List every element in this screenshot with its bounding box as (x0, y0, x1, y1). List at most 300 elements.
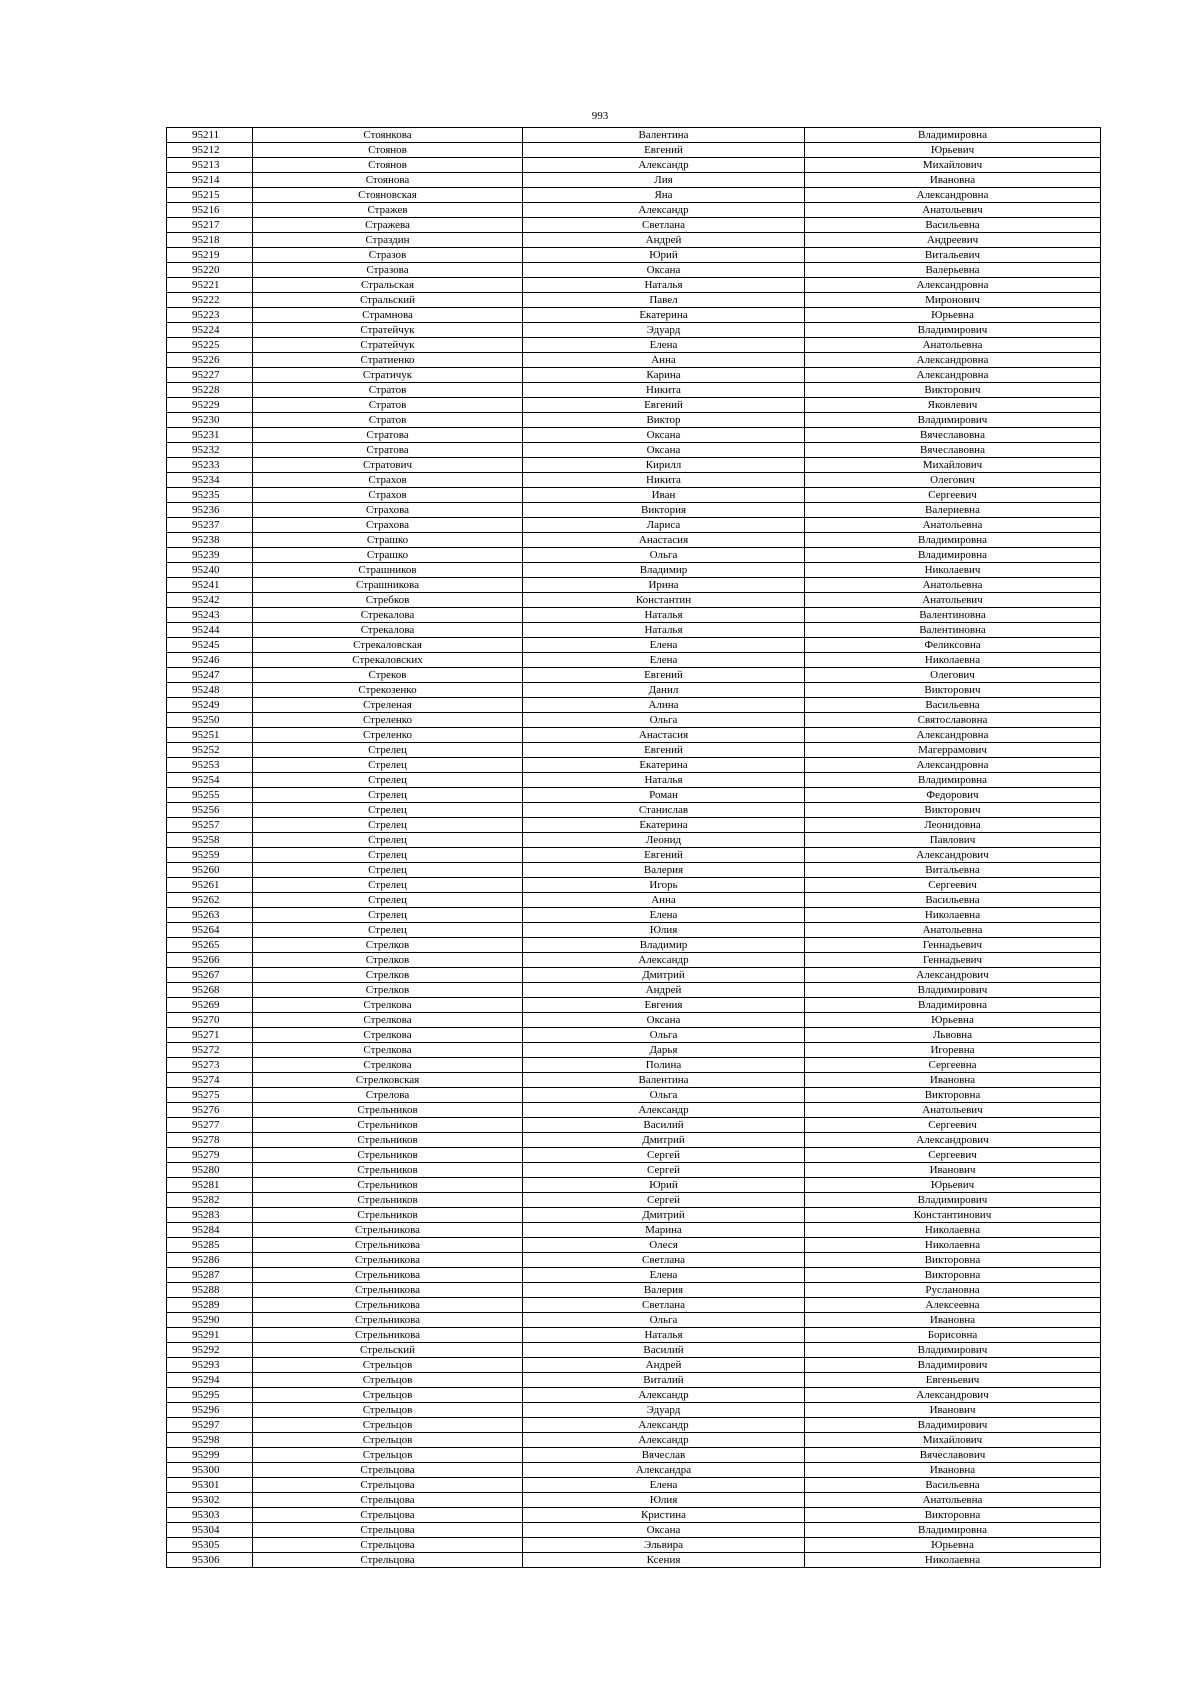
patronymic-cell: Юрьевич (805, 1178, 1101, 1193)
first-name-cell: Валерия (523, 1283, 805, 1298)
row-number-cell: 95257 (167, 818, 253, 833)
row-number-cell: 95301 (167, 1478, 253, 1493)
first-name-cell: Наталья (523, 1328, 805, 1343)
row-number-cell: 95245 (167, 638, 253, 653)
table-row (167, 653, 1101, 668)
patronymic-cell: Александрович (805, 848, 1101, 863)
table-row (167, 998, 1101, 1013)
patronymic-cell: Ивановна (805, 1463, 1101, 1478)
first-name-cell: Евгений (523, 848, 805, 863)
surname-cell: Стрельникова (253, 1253, 523, 1268)
names-table (166, 127, 1101, 1568)
surname-cell: Стратейчук (253, 323, 523, 338)
table-row (167, 683, 1101, 698)
row-number-cell: 95263 (167, 908, 253, 923)
surname-cell: Стратов (253, 413, 523, 428)
surname-cell: Страшников (253, 563, 523, 578)
patronymic-cell: Александровна (805, 728, 1101, 743)
first-name-cell: Светлана (523, 1253, 805, 1268)
row-number-cell: 95253 (167, 758, 253, 773)
surname-cell: Страздин (253, 233, 523, 248)
surname-cell: Стрелкова (253, 1013, 523, 1028)
row-number-cell: 95278 (167, 1133, 253, 1148)
row-number-cell: 95223 (167, 308, 253, 323)
first-name-cell: Александр (523, 953, 805, 968)
surname-cell: Стрелков (253, 938, 523, 953)
patronymic-cell: Анатольевна (805, 578, 1101, 593)
patronymic-cell: Викторович (805, 803, 1101, 818)
patronymic-cell: Владимирович (805, 1343, 1101, 1358)
row-number-cell: 95240 (167, 563, 253, 578)
first-name-cell: Юлия (523, 1493, 805, 1508)
row-number-cell: 95306 (167, 1553, 253, 1568)
first-name-cell: Ирина (523, 578, 805, 593)
patronymic-cell: Ивановна (805, 173, 1101, 188)
table-row (167, 593, 1101, 608)
first-name-cell: Оксана (523, 263, 805, 278)
surname-cell: Стратович (253, 458, 523, 473)
row-number-cell: 95272 (167, 1043, 253, 1058)
surname-cell: Стоянова (253, 173, 523, 188)
patronymic-cell: Михайлович (805, 458, 1101, 473)
row-number-cell: 95293 (167, 1358, 253, 1373)
table-row (167, 443, 1101, 458)
table-row (167, 1403, 1101, 1418)
patronymic-cell: Витальевич (805, 248, 1101, 263)
table-row (167, 128, 1101, 143)
row-number-cell: 95216 (167, 203, 253, 218)
row-number-cell: 95304 (167, 1523, 253, 1538)
row-number-cell: 95279 (167, 1148, 253, 1163)
table-row (167, 1358, 1101, 1373)
row-number-cell: 95298 (167, 1433, 253, 1448)
row-number-cell: 95267 (167, 968, 253, 983)
first-name-cell: Оксана (523, 428, 805, 443)
patronymic-cell: Анатольевич (805, 203, 1101, 218)
surname-cell: Стрелец (253, 788, 523, 803)
table-row (167, 353, 1101, 368)
patronymic-cell: Александрович (805, 1388, 1101, 1403)
table-row (167, 1223, 1101, 1238)
table-row (167, 623, 1101, 638)
surname-cell: Стрельцов (253, 1373, 523, 1388)
patronymic-cell: Валериевна (805, 503, 1101, 518)
row-number-cell: 95258 (167, 833, 253, 848)
row-number-cell: 95254 (167, 773, 253, 788)
surname-cell: Стрелков (253, 983, 523, 998)
first-name-cell: Яна (523, 188, 805, 203)
table-row (167, 803, 1101, 818)
patronymic-cell: Юрьевна (805, 308, 1101, 323)
table-row (167, 428, 1101, 443)
table-row (167, 1313, 1101, 1328)
patronymic-cell: Валентиновна (805, 623, 1101, 638)
first-name-cell: Карина (523, 368, 805, 383)
surname-cell: Стрельникова (253, 1238, 523, 1253)
first-name-cell: Евгений (523, 143, 805, 158)
surname-cell: Стрельцова (253, 1553, 523, 1568)
row-number-cell: 95299 (167, 1448, 253, 1463)
patronymic-cell: Владимировна (805, 773, 1101, 788)
row-number-cell: 95238 (167, 533, 253, 548)
table-row (167, 668, 1101, 683)
table-row (167, 1148, 1101, 1163)
surname-cell: Стрельникова (253, 1328, 523, 1343)
patronymic-cell: Викторовна (805, 1508, 1101, 1523)
patronymic-cell: Сергеевич (805, 1148, 1101, 1163)
table-row (167, 1178, 1101, 1193)
row-number-cell: 95235 (167, 488, 253, 503)
table-row (167, 323, 1101, 338)
table-row (167, 173, 1101, 188)
surname-cell: Стрелец (253, 818, 523, 833)
first-name-cell: Ольга (523, 1028, 805, 1043)
row-number-cell: 95297 (167, 1418, 253, 1433)
patronymic-cell: Валентиновна (805, 608, 1101, 623)
row-number-cell: 95300 (167, 1463, 253, 1478)
first-name-cell: Евгения (523, 998, 805, 1013)
first-name-cell: Александр (523, 1418, 805, 1433)
patronymic-cell: Владимировна (805, 533, 1101, 548)
first-name-cell: Владимир (523, 563, 805, 578)
surname-cell: Стреков (253, 668, 523, 683)
patronymic-cell: Анатольевич (805, 1103, 1101, 1118)
surname-cell: Стрельникова (253, 1298, 523, 1313)
patronymic-cell: Александрович (805, 968, 1101, 983)
table-row (167, 818, 1101, 833)
surname-cell: Стратов (253, 383, 523, 398)
surname-cell: Стратейчук (253, 338, 523, 353)
row-number-cell: 95302 (167, 1493, 253, 1508)
first-name-cell: Виктория (523, 503, 805, 518)
row-number-cell: 95251 (167, 728, 253, 743)
row-number-cell: 95225 (167, 338, 253, 353)
first-name-cell: Анна (523, 353, 805, 368)
table-row (167, 1088, 1101, 1103)
patronymic-cell: Владимирович (805, 1418, 1101, 1433)
row-number-cell: 95262 (167, 893, 253, 908)
first-name-cell: Алина (523, 698, 805, 713)
table-row (167, 743, 1101, 758)
first-name-cell: Евгений (523, 668, 805, 683)
first-name-cell: Наталья (523, 278, 805, 293)
patronymic-cell: Анатольевич (805, 593, 1101, 608)
table-row (167, 698, 1101, 713)
table-row (167, 968, 1101, 983)
first-name-cell: Андрей (523, 233, 805, 248)
row-number-cell: 95277 (167, 1118, 253, 1133)
patronymic-cell: Викторович (805, 683, 1101, 698)
row-number-cell: 95294 (167, 1373, 253, 1388)
table-row (167, 1268, 1101, 1283)
table-row (167, 1433, 1101, 1448)
row-number-cell: 95239 (167, 548, 253, 563)
first-name-cell: Екатерина (523, 758, 805, 773)
first-name-cell: Виталий (523, 1373, 805, 1388)
patronymic-cell: Александровна (805, 353, 1101, 368)
first-name-cell: Станислав (523, 803, 805, 818)
row-number-cell: 95265 (167, 938, 253, 953)
surname-cell: Стрельников (253, 1103, 523, 1118)
patronymic-cell: Олегович (805, 473, 1101, 488)
first-name-cell: Александра (523, 1463, 805, 1478)
surname-cell: Стреленая (253, 698, 523, 713)
row-number-cell: 95221 (167, 278, 253, 293)
table-row (167, 1538, 1101, 1553)
row-number-cell: 95219 (167, 248, 253, 263)
first-name-cell: Елена (523, 338, 805, 353)
table-row (167, 1508, 1101, 1523)
first-name-cell: Светлана (523, 1298, 805, 1313)
patronymic-cell: Николаевич (805, 563, 1101, 578)
patronymic-cell: Сергеевич (805, 488, 1101, 503)
row-number-cell: 95268 (167, 983, 253, 998)
row-number-cell: 95222 (167, 293, 253, 308)
table-row (167, 1448, 1101, 1463)
surname-cell: Стрельцов (253, 1388, 523, 1403)
table-row (167, 758, 1101, 773)
table-row (167, 1163, 1101, 1178)
table-row (167, 1298, 1101, 1313)
patronymic-cell: Владимировна (805, 128, 1101, 143)
first-name-cell: Владимир (523, 938, 805, 953)
first-name-cell: Сергей (523, 1148, 805, 1163)
table-row (167, 158, 1101, 173)
table-row (167, 908, 1101, 923)
patronymic-cell: Яковлевич (805, 398, 1101, 413)
first-name-cell: Оксана (523, 1523, 805, 1538)
row-number-cell: 95218 (167, 233, 253, 248)
patronymic-cell: Сергеевич (805, 878, 1101, 893)
first-name-cell: Александр (523, 158, 805, 173)
table-row (167, 563, 1101, 578)
patronymic-cell: Сергеевич (805, 1118, 1101, 1133)
surname-cell: Стрелкова (253, 1058, 523, 1073)
surname-cell: Стрелец (253, 848, 523, 863)
first-name-cell: Елена (523, 1268, 805, 1283)
patronymic-cell: Олегович (805, 668, 1101, 683)
row-number-cell: 95250 (167, 713, 253, 728)
first-name-cell: Александр (523, 1433, 805, 1448)
row-number-cell: 95274 (167, 1073, 253, 1088)
row-number-cell: 95282 (167, 1193, 253, 1208)
first-name-cell: Андрей (523, 1358, 805, 1373)
row-number-cell: 95215 (167, 188, 253, 203)
first-name-cell: Юрий (523, 248, 805, 263)
table-row (167, 1238, 1101, 1253)
row-number-cell: 95226 (167, 353, 253, 368)
patronymic-cell: Васильевна (805, 1478, 1101, 1493)
table-row (167, 638, 1101, 653)
table-row (167, 1418, 1101, 1433)
surname-cell: Стрельников (253, 1163, 523, 1178)
first-name-cell: Андрей (523, 983, 805, 998)
first-name-cell: Эльвира (523, 1538, 805, 1553)
surname-cell: Стрельцова (253, 1478, 523, 1493)
first-name-cell: Ольга (523, 1088, 805, 1103)
table-row (167, 848, 1101, 863)
first-name-cell: Вячеслав (523, 1448, 805, 1463)
first-name-cell: Ольга (523, 1313, 805, 1328)
patronymic-cell: Александровна (805, 188, 1101, 203)
first-name-cell: Лариса (523, 518, 805, 533)
surname-cell: Стрелец (253, 773, 523, 788)
patronymic-cell: Владимирович (805, 413, 1101, 428)
table-row (167, 143, 1101, 158)
table-row (167, 713, 1101, 728)
surname-cell: Стрельникова (253, 1268, 523, 1283)
row-number-cell: 95273 (167, 1058, 253, 1073)
table-row (167, 938, 1101, 953)
surname-cell: Стрекалова (253, 608, 523, 623)
surname-cell: Стратова (253, 443, 523, 458)
table-row (167, 608, 1101, 623)
first-name-cell: Ольга (523, 713, 805, 728)
surname-cell: Стрельцов (253, 1418, 523, 1433)
first-name-cell: Никита (523, 383, 805, 398)
first-name-cell: Елена (523, 1478, 805, 1493)
surname-cell: Стрельцов (253, 1403, 523, 1418)
first-name-cell: Ксения (523, 1553, 805, 1568)
first-name-cell: Елена (523, 908, 805, 923)
row-number-cell: 95242 (167, 593, 253, 608)
surname-cell: Стразов (253, 248, 523, 263)
surname-cell: Стреленко (253, 713, 523, 728)
patronymic-cell: Борисовна (805, 1328, 1101, 1343)
first-name-cell: Анастасия (523, 533, 805, 548)
surname-cell: Стрелкова (253, 1043, 523, 1058)
surname-cell: Стреленко (253, 728, 523, 743)
surname-cell: Стрекалова (253, 623, 523, 638)
row-number-cell: 95286 (167, 1253, 253, 1268)
row-number-cell: 95269 (167, 998, 253, 1013)
row-number-cell: 95255 (167, 788, 253, 803)
patronymic-cell: Александровна (805, 758, 1101, 773)
surname-cell: Страхова (253, 503, 523, 518)
patronymic-cell: Владимирович (805, 1193, 1101, 1208)
surname-cell: Стрельцов (253, 1358, 523, 1373)
patronymic-cell: Михайлович (805, 158, 1101, 173)
table-row (167, 278, 1101, 293)
first-name-cell: Олеся (523, 1238, 805, 1253)
patronymic-cell: Руслановна (805, 1283, 1101, 1298)
surname-cell: Стрельникова (253, 1223, 523, 1238)
surname-cell: Стоянов (253, 143, 523, 158)
surname-cell: Стрекаловских (253, 653, 523, 668)
table-row (167, 1523, 1101, 1538)
surname-cell: Стразова (253, 263, 523, 278)
first-name-cell: Ольга (523, 548, 805, 563)
first-name-cell: Василий (523, 1118, 805, 1133)
row-number-cell: 95276 (167, 1103, 253, 1118)
row-number-cell: 95292 (167, 1343, 253, 1358)
table-row (167, 1133, 1101, 1148)
patronymic-cell: Феликсовна (805, 638, 1101, 653)
row-number-cell: 95305 (167, 1538, 253, 1553)
table-row (167, 1373, 1101, 1388)
table-row (167, 728, 1101, 743)
table-row (167, 983, 1101, 998)
first-name-cell: Полина (523, 1058, 805, 1073)
table-row (167, 203, 1101, 218)
first-name-cell: Игорь (523, 878, 805, 893)
patronymic-cell: Анатольевна (805, 923, 1101, 938)
table-row (167, 1328, 1101, 1343)
patronymic-cell: Евгеньевич (805, 1373, 1101, 1388)
table-row (167, 1028, 1101, 1043)
patronymic-cell: Иванович (805, 1163, 1101, 1178)
row-number-cell: 95266 (167, 953, 253, 968)
surname-cell: Стрельникова (253, 1283, 523, 1298)
table-row (167, 473, 1101, 488)
row-number-cell: 95212 (167, 143, 253, 158)
surname-cell: Стральский (253, 293, 523, 308)
table-body (167, 128, 1101, 1568)
patronymic-cell: Александровна (805, 278, 1101, 293)
table-row (167, 773, 1101, 788)
first-name-cell: Елена (523, 653, 805, 668)
patronymic-cell: Николаевна (805, 653, 1101, 668)
first-name-cell: Оксана (523, 1013, 805, 1028)
first-name-cell: Дарья (523, 1043, 805, 1058)
first-name-cell: Лия (523, 173, 805, 188)
first-name-cell: Евгений (523, 743, 805, 758)
table-row (167, 878, 1101, 893)
surname-cell: Стрельников (253, 1193, 523, 1208)
first-name-cell: Марина (523, 1223, 805, 1238)
table-row (167, 1118, 1101, 1133)
patronymic-cell: Владимировна (805, 1523, 1101, 1538)
first-name-cell: Александр (523, 203, 805, 218)
row-number-cell: 95256 (167, 803, 253, 818)
row-number-cell: 95229 (167, 398, 253, 413)
row-number-cell: 95233 (167, 458, 253, 473)
patronymic-cell: Владимирович (805, 323, 1101, 338)
row-number-cell: 95289 (167, 1298, 253, 1313)
row-number-cell: 95291 (167, 1328, 253, 1343)
first-name-cell: Александр (523, 1388, 805, 1403)
surname-cell: Страмнова (253, 308, 523, 323)
first-name-cell: Наталья (523, 773, 805, 788)
first-name-cell: Кирилл (523, 458, 805, 473)
surname-cell: Стрельников (253, 1208, 523, 1223)
table-row (167, 1343, 1101, 1358)
table-row (167, 248, 1101, 263)
patronymic-cell: Юрьевич (805, 143, 1101, 158)
surname-cell: Стрельцов (253, 1433, 523, 1448)
table-row (167, 1013, 1101, 1028)
patronymic-cell: Юрьевна (805, 1013, 1101, 1028)
table-row (167, 1463, 1101, 1478)
first-name-cell: Павел (523, 293, 805, 308)
row-number-cell: 95234 (167, 473, 253, 488)
patronymic-cell: Иванович (805, 1403, 1101, 1418)
surname-cell: Стрелец (253, 758, 523, 773)
surname-cell: Стрелкова (253, 1028, 523, 1043)
first-name-cell: Дмитрий (523, 968, 805, 983)
patronymic-cell: Анатольевна (805, 518, 1101, 533)
row-number-cell: 95275 (167, 1088, 253, 1103)
surname-cell: Страхов (253, 473, 523, 488)
patronymic-cell: Владимировна (805, 548, 1101, 563)
table-row (167, 518, 1101, 533)
row-number-cell: 95244 (167, 623, 253, 638)
row-number-cell: 95236 (167, 503, 253, 518)
table-row (167, 488, 1101, 503)
first-name-cell: Евгений (523, 398, 805, 413)
patronymic-cell: Викторович (805, 383, 1101, 398)
table-row (167, 953, 1101, 968)
